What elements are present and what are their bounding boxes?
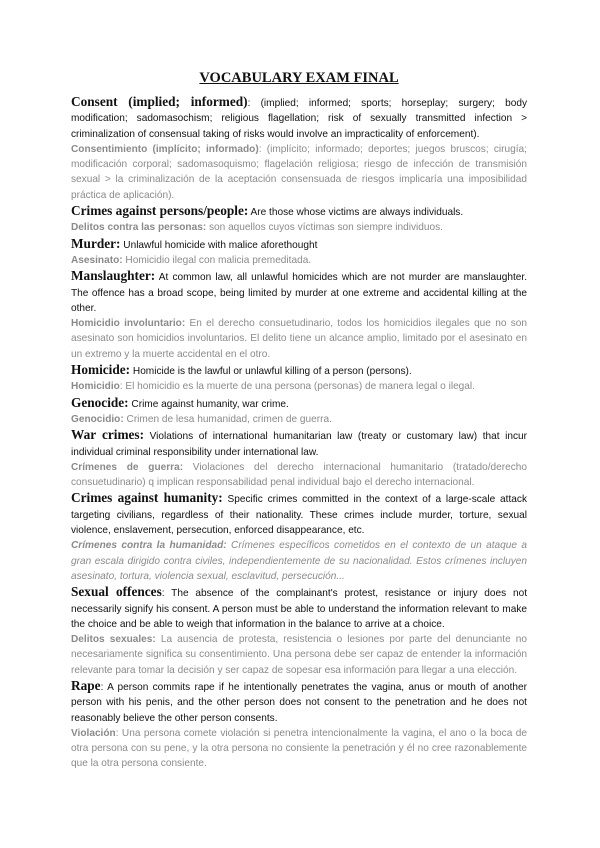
term: Rape xyxy=(71,677,101,693)
definition-es: La ausencia de protesta, resistencia o lesiones por parte del denunciante no necesariamente significa su consentimiento. Una persona debe ser capaz de entender la información relevante para tomar la decisión y ser capaz de sopesar esa información para llegar a una elección. xyxy=(71,634,527,676)
term-es: Consentimiento (implícito; informado) xyxy=(71,143,259,155)
term-es: Crímenes contra la humanidad: xyxy=(71,540,227,552)
definition: Unlawful homicide with malice aforethought xyxy=(120,239,318,251)
definition: Are those whose victims are always individuals. xyxy=(248,207,464,219)
definition: : (implied; informed; sports; horseplay; surgery; body modification; sadomasochism; religious flagellation; risk of sexually transmitted infection > criminalization of consensual taking of risks would involve an impracticality of enforcement). xyxy=(71,98,527,140)
definition-es: son aquellos cuyos víctimas son siempre individuos. xyxy=(206,222,443,234)
definition: : A person commits rape if he intentionally penetrates the vagina, anus or mouth of another person with his penis, and the other person does not consent to the penetration and he does not reasonably believe the other person consents. xyxy=(71,681,527,724)
entry-es xyxy=(71,220,527,235)
document-page xyxy=(71,70,527,772)
term: Homicide: xyxy=(71,362,131,378)
definition-es: Violaciones del derecho internacional humanitario (tratado/derecho consuetudinario) q implican responsabilidad penal individual bajo el derecho internacional. xyxy=(71,461,527,489)
entry-es xyxy=(71,253,527,268)
definition-es: : Una persona comete violación si penetra intencionalmente la vagina, el ano o la boca de otra persona con su pene, y la otra persona no consiente la penetración y él no cree razonablemente que la otra persona consiente. xyxy=(71,727,527,770)
document-title: VOCABULARY EXAM FINAL xyxy=(199,70,399,86)
term-es: Delitos contra las personas: xyxy=(71,222,207,234)
entry-es xyxy=(71,632,527,678)
entry-en xyxy=(71,203,527,220)
definition-es: : El homicidio es la muerte de una persona (personas) de manera legal o ilegal. xyxy=(119,381,475,393)
definition: Violations of international humanitarian law (treaty or customary law) that incur individual criminal responsibility under international law. xyxy=(71,431,527,458)
definition: Specific crimes committed in the context of a large-scale attack targeting civilians, regardless of their nationality. These crimes include murder, torture, sexual violence, enslavement, persecution, enforced disappearance, etc. xyxy=(71,494,527,537)
term-es: Homicidio involuntario: xyxy=(71,318,186,330)
definition-es: En el derecho consuetudinario, todos los homicidios ilegales que no son asesinato son homicidios involuntarios. El delito tiene un alcance amplio, limitado por el asesinato en un extremo y la muerte accidental en el otro. xyxy=(71,318,527,360)
entry-es xyxy=(71,142,527,203)
term-es: Crímenes de guerra: xyxy=(71,461,184,473)
term-es: Asesinato: xyxy=(71,254,123,266)
term-es: Violación xyxy=(71,727,116,739)
definition: : The absence of the complainant's protest, resistance or injury does not necessarily signify his consent. A person must be able to understand the information relevant to make the choice and be able to weigh that information in the balance to arrive at a choice. xyxy=(71,588,527,630)
entry-es xyxy=(71,538,527,584)
term: Genocide: xyxy=(71,394,129,410)
entry-en xyxy=(71,395,527,412)
term: Crimes against humanity: xyxy=(71,490,223,506)
definition-es: Homicidio ilegal con malicia premeditada. xyxy=(122,254,312,266)
entry-en xyxy=(71,94,527,142)
entry-en xyxy=(71,362,527,379)
definition: Crime against humanity, war crime. xyxy=(128,398,289,410)
term: Manslaughter: xyxy=(71,268,156,284)
entry-es xyxy=(71,316,527,362)
entry-es xyxy=(71,460,527,491)
entry-es xyxy=(71,412,527,427)
term: Crimes against persons/people: xyxy=(71,203,249,219)
term-es: Genocidio: xyxy=(71,413,124,425)
entry-es xyxy=(71,726,527,772)
term-es: Delitos sexuales: xyxy=(71,634,156,646)
entry-en xyxy=(71,427,527,460)
definition-es: Crímenes específicos cometidos en el contexto de un ataque a gran escala dirigido contra civiles, independientemente de su nacionalidad. Estos crímenes incluyen asesinato, tortura, violencia sexual, esclavitud, persecución... xyxy=(71,540,527,582)
term-es: Homicidio xyxy=(71,381,120,393)
term: War crimes: xyxy=(71,427,145,443)
term: Sexual offences xyxy=(71,584,162,600)
definition-es: : (implícito; informado; deportes; juegos bruscos; cirugía; modificación corporal; sadomasoquismo; flagelación religiosa; riesgo de infección de transmisión sexual > la criminalización de la aceptación consensuada de riesgos implicaría una imposibilidad práctica de aplicación). xyxy=(71,143,527,201)
term: Consent (implied; informed) xyxy=(71,94,248,109)
term: Murder: xyxy=(71,235,121,251)
entry-en xyxy=(71,490,527,538)
entry-en xyxy=(71,268,527,316)
entry-en xyxy=(71,584,527,632)
definition: Homicide is the lawful or unlawful killing of a person (persons). xyxy=(130,366,412,378)
entry-en xyxy=(71,678,527,726)
entry-en xyxy=(71,236,527,253)
definition: At common law, all unlawful homicides which are not murder are manslaughter. The offence has a broad scope, being limited by murder at one extreme and accidental killing at the other. xyxy=(71,272,527,314)
entry-es xyxy=(71,379,527,394)
definition-es: Crimen de lesa humanidad, crimen de guerra. xyxy=(123,413,332,425)
